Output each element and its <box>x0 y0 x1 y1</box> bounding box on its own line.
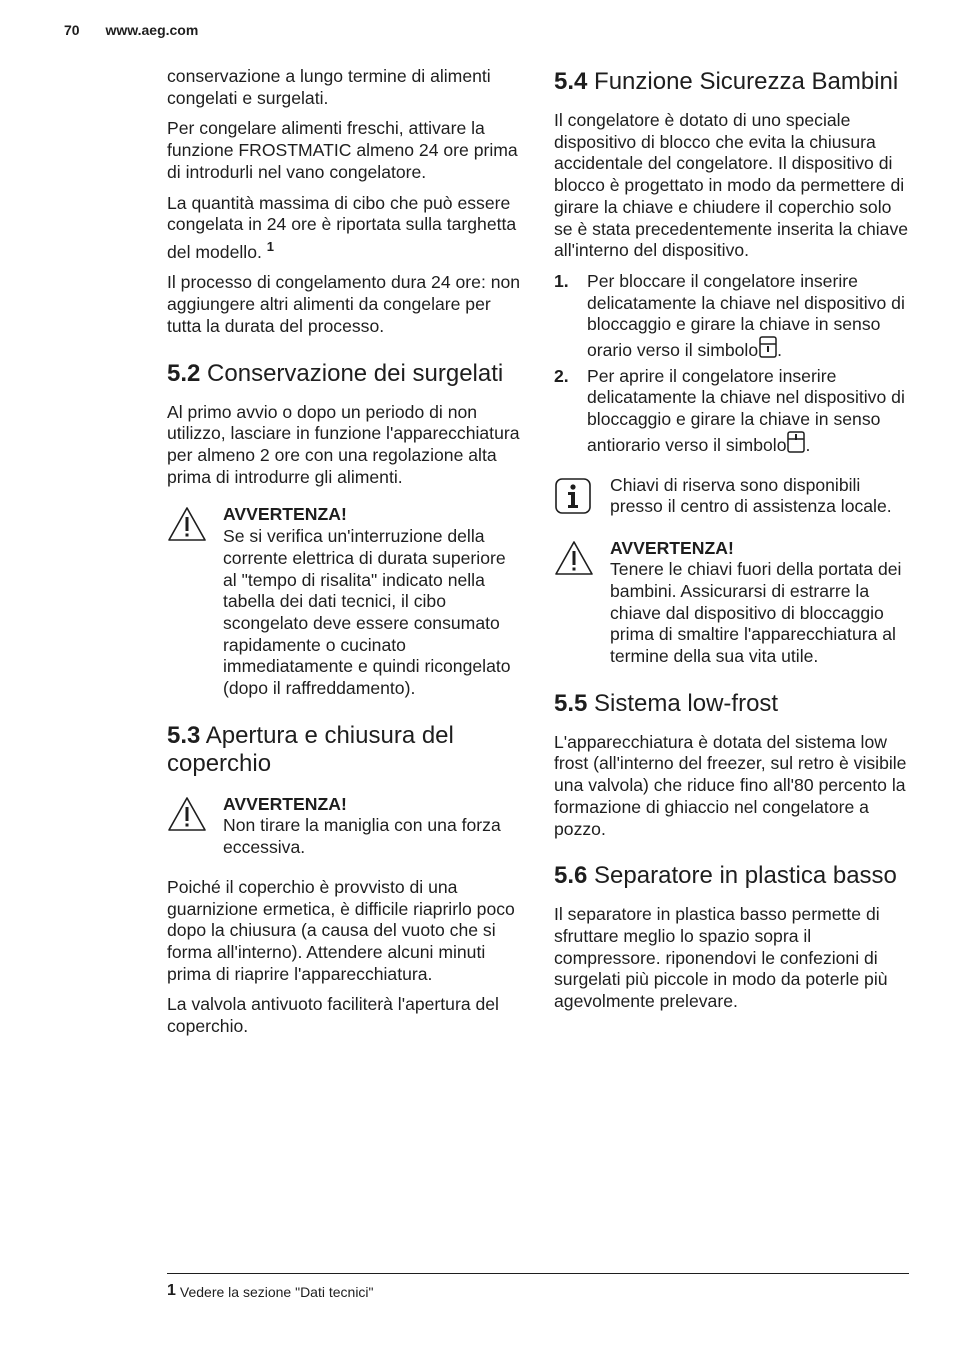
section-number: 5.4 <box>554 68 588 95</box>
section-title: Apertura e chiusura del coperchio <box>167 721 454 777</box>
step-text: Per aprire il congelatore inserire delicatamente la chiave nel dispositivo di bloccaggio e girare la chiave in senso antiorario verso il simbolo <box>587 365 905 455</box>
info-icon <box>554 475 610 520</box>
right-column <box>554 66 910 1022</box>
list-item <box>554 366 910 459</box>
paragraph <box>167 193 523 264</box>
paragraph: La valvola antivuoto faciliterà l'apertura del coperchio. <box>167 994 499 1037</box>
section-title: Sistema low-frost <box>594 689 779 717</box>
step-end: . <box>777 340 783 361</box>
section-heading-5-3 <box>167 722 523 778</box>
warning-text: Se si verifica un'interruzione della corrente elettrica di durata superiore al "tempo di risalita" indicato nella tabella dei dati tecnici, il cibo scongelato deve essere consumato rapidamente o cucinato immediatamente e quindi ricongelato (dopo il raffreddamento). <box>223 526 511 699</box>
page-number: 70 <box>64 22 80 38</box>
step-end: . <box>805 434 811 455</box>
section-title: Funzione Sicurezza Bambini <box>594 68 899 95</box>
step-number: 1. <box>554 270 569 291</box>
step-number: 2. <box>554 365 569 386</box>
list-item <box>554 271 910 364</box>
footnote-text: Vedere la sezione "Dati tecnici" <box>179 1284 374 1300</box>
paragraph: Il separatore in plastica basso permette di sfruttare meglio lo spazio sopra il compressore. riponendovi le confezioni di surgelati più piccole in modo da poterle più agevolmente prelevare. <box>554 904 888 1012</box>
paragraph: Il processo di congelamento dura 24 ore: non aggiungere altri alimenti da congelare per tutta la durata del processo. <box>167 272 521 336</box>
paragraph-text: La quantità massima di cibo che può essere congelata in 24 ore è riportata sulla targhetta del modello. <box>167 192 517 262</box>
paragraph: Al primo avvio o dopo un periodo di non utilizzo, lasciare in funzione l'apparecchiatura per almeno 2 ore con una regolazione alta prima di introdurre gli alimenti. <box>167 401 520 487</box>
section-title: Separatore in plastica basso <box>594 862 897 890</box>
section-title: Conservazione dei surgelati <box>207 359 504 387</box>
paragraph: Il congelatore è dotato di uno speciale dispositivo di blocco che evita la chiusura accidentale del congelatore. Il dispositivo di blocco è progettato in modo da permettere di girare la chiave e chiudere il coperchio solo se è stata precedentemente inserita la chiave all'interno del dispositivo. <box>554 110 909 261</box>
footnote-number: 1 <box>167 1282 176 1299</box>
website-url: www.aeg.com <box>105 22 199 38</box>
warning-text: Tenere le chiavi fuori della portata dei bambini. Assicurarsi di estrarre la chiave dal dispositivo di bloccaggio prima di smaltire l'apparecchiatura al termine della sua vita utile. <box>610 559 902 667</box>
section-number: 5.6 <box>554 862 588 890</box>
info-notice <box>554 475 910 520</box>
footnote-ref: 1 <box>266 238 274 254</box>
warning-notice <box>167 794 523 859</box>
section-number: 5.3 <box>167 721 201 749</box>
section-number: 5.2 <box>167 359 201 387</box>
paragraph: Per congelare alimenti freschi, attivare la funzione FROSTMATIC almeno 24 ore prima di introdurli nel vano congelatore. <box>167 118 518 182</box>
footnote-divider <box>167 1273 909 1274</box>
left-column <box>167 66 523 1047</box>
warning-notice <box>167 504 523 699</box>
locked-icon <box>759 336 777 364</box>
warning-icon <box>167 794 223 859</box>
step-text: Per bloccare il congelatore inserire delicatamente la chiave nel dispositivo di bloccaggio e girare la chiave in senso orario verso il simbolo <box>587 270 905 361</box>
footnote <box>167 1282 374 1300</box>
section-heading-5-2 <box>167 360 523 388</box>
unlocked-icon <box>787 431 805 459</box>
paragraph: L'apparecchiatura è dotata del sistema low frost (all'interno del freezer, sul retro è visibile una valvola) che riduce fino all'80 percento la formazione di ghiaccio nel congelatore a pozzo. <box>554 731 907 839</box>
section-heading-5-6 <box>554 862 910 890</box>
warning-text: Non tirare la maniglia con una forza eccessiva. <box>223 815 501 858</box>
section-heading-5-5 <box>554 690 910 718</box>
warning-title: AVVERTENZA! <box>610 537 734 558</box>
warning-icon <box>554 538 610 668</box>
section-number: 5.5 <box>554 689 588 717</box>
warning-title: AVVERTENZA! <box>223 504 347 525</box>
warning-icon <box>167 504 223 699</box>
warning-title: AVVERTENZA! <box>223 793 347 814</box>
paragraph: Poiché il coperchio è provvisto di una guarnizione ermetica, è difficile riaprirlo poco dopo la chiusura (a causa del vuoto che si forma all'interno). Attendere alcuni minuti prima di riaprire l'apparecchiatura. <box>167 876 515 984</box>
info-text: Chiavi di riserva sono disponibili presso il centro di assistenza locale. <box>610 474 892 517</box>
page-header <box>64 22 198 38</box>
steps-list <box>554 271 910 459</box>
section-heading-5-4 <box>554 68 910 96</box>
warning-notice <box>554 538 910 668</box>
paragraph: conservazione a lungo termine di alimenti congelati e surgelati. <box>167 66 491 108</box>
